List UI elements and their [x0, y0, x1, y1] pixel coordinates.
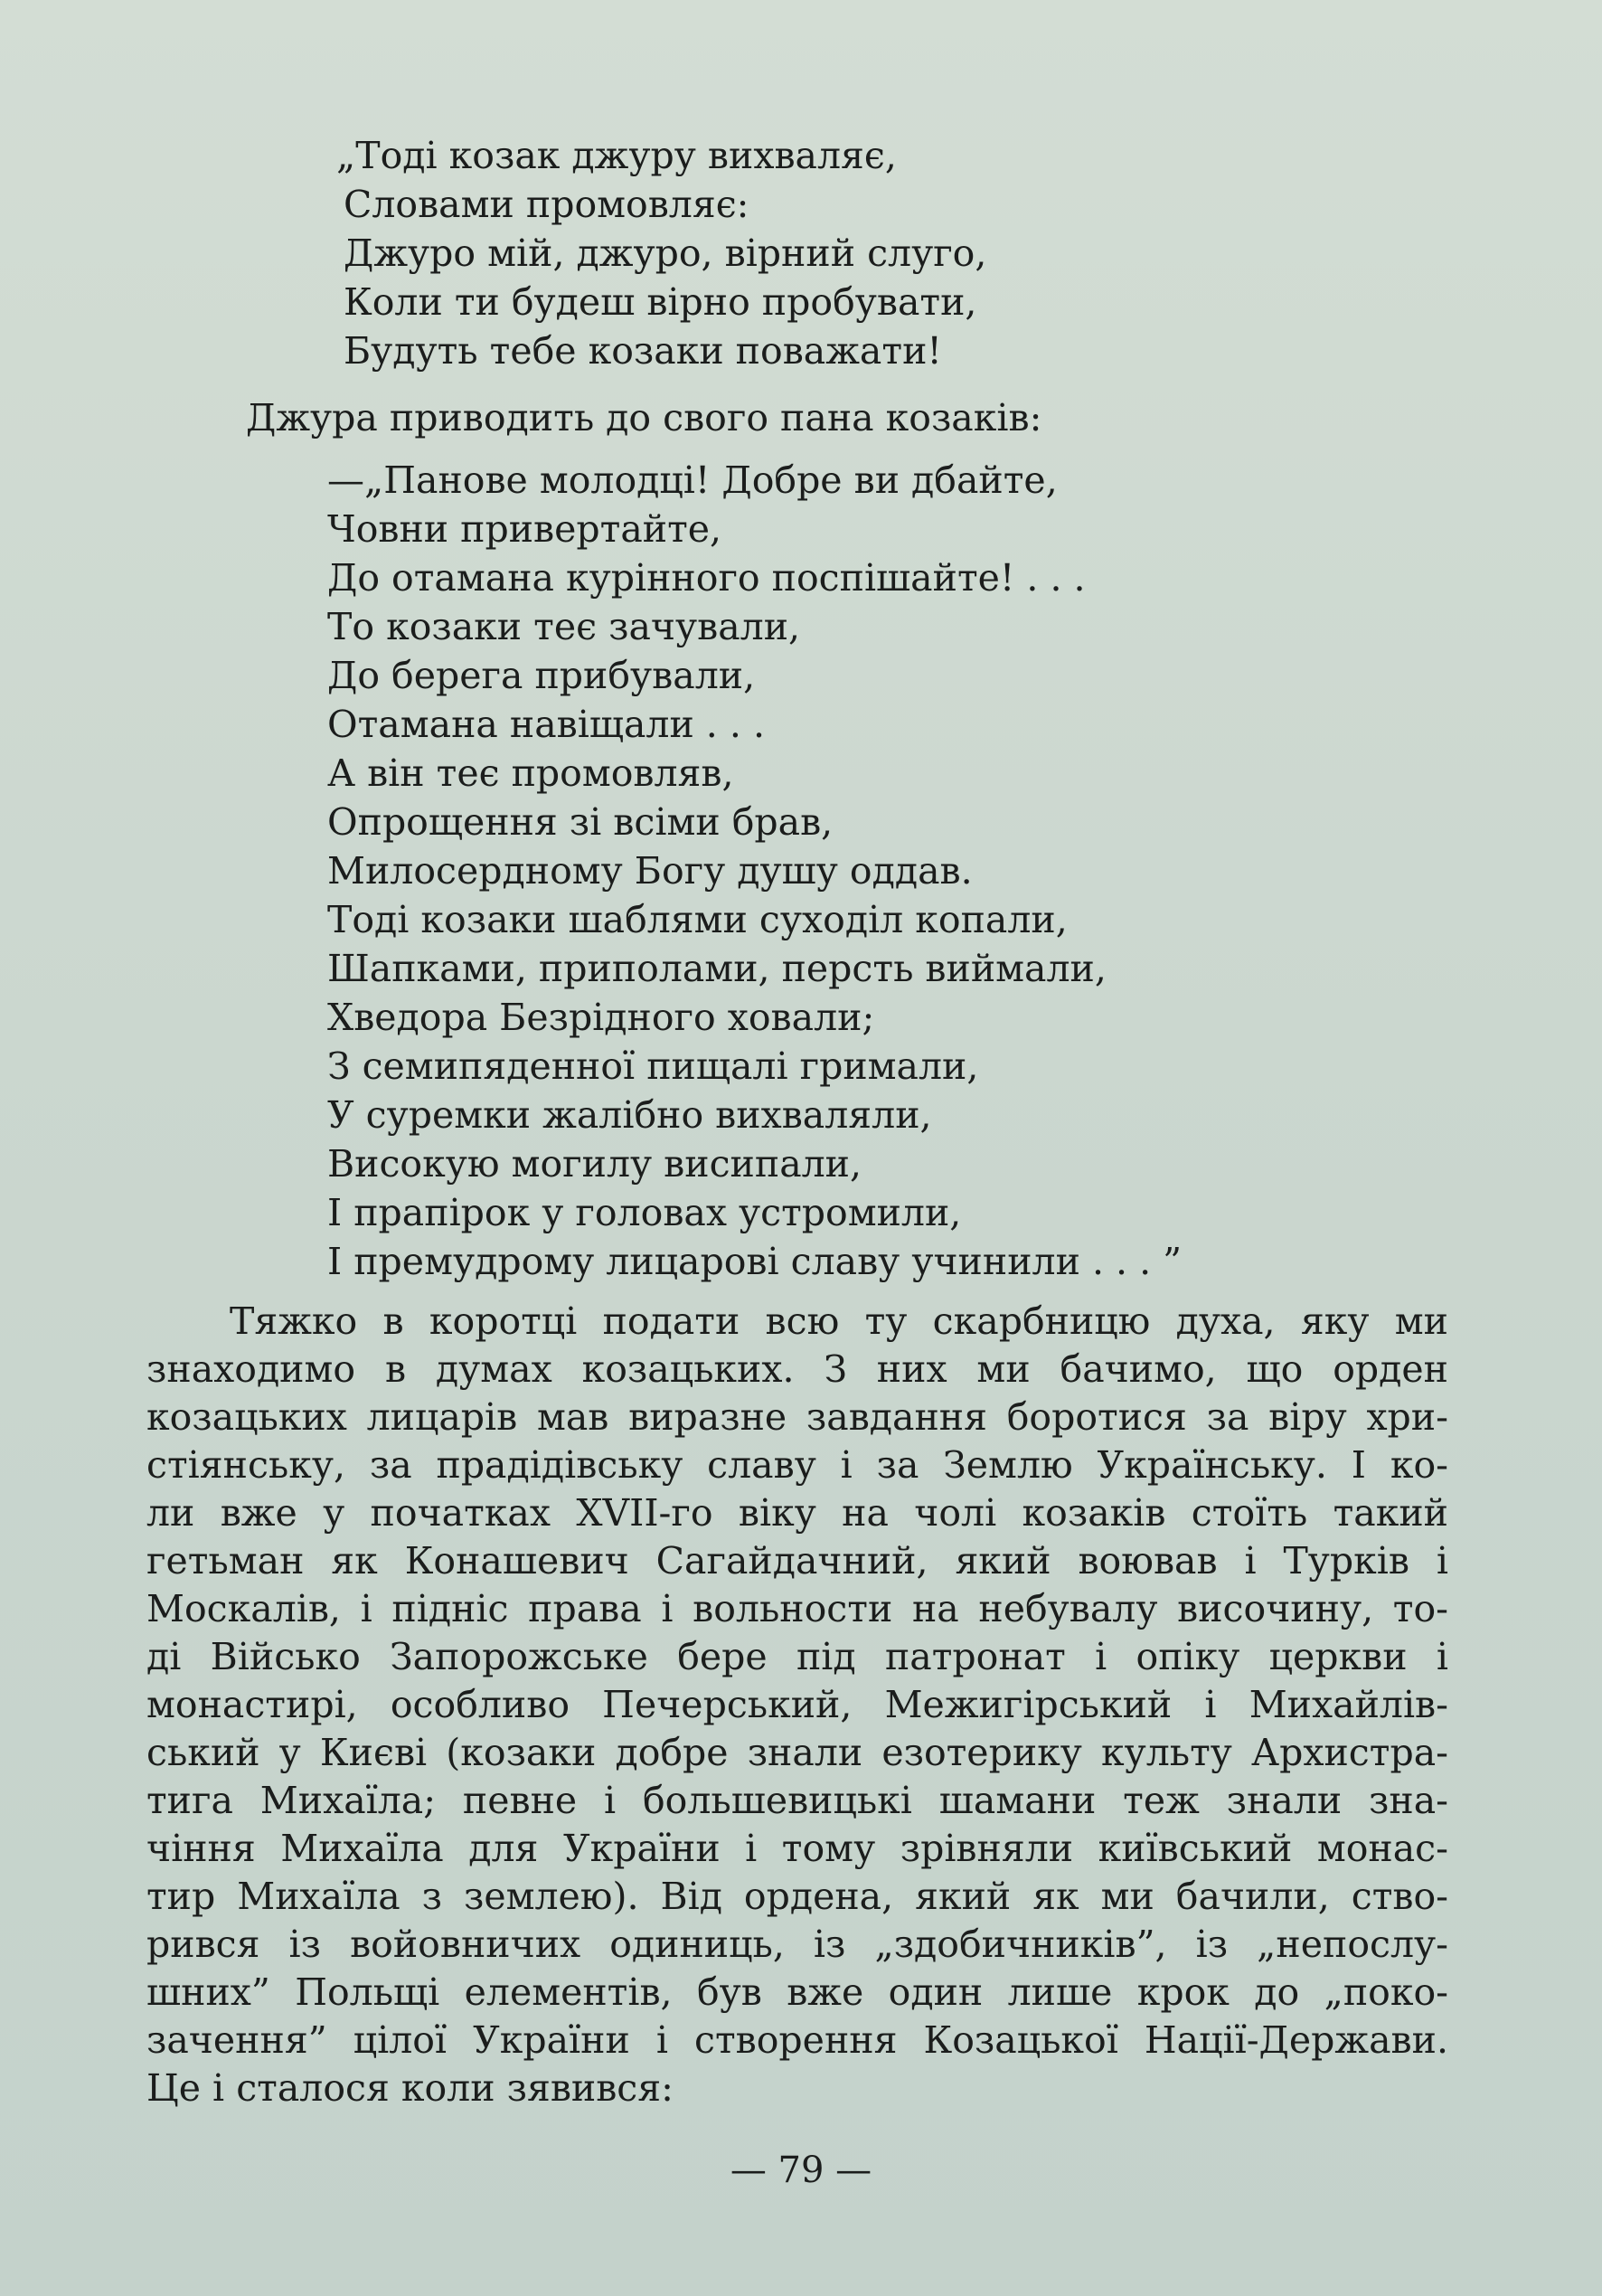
prose-line: ський у Києві (козаки добре знали езотерику культу Архистра- [146, 1731, 1448, 1774]
verse-line: —„Панове молодці! Добре ви дбайте, [327, 458, 1058, 502]
verse-line: З семипяденної пищалі гримали, [327, 1044, 979, 1088]
verse-line: Коли ти будеш вірно пробувати, [344, 280, 977, 324]
prose-line: шних” Польщі елементів, був вже один лише крок до „поко- [146, 1970, 1448, 2014]
verse-line: У суремки жалібно вихваляли, [327, 1093, 932, 1137]
verse-line: „Тоді козак джуру вихваляє, [336, 134, 897, 177]
prose-line: ді Військо Запорожське бере під патронат і опіку церкви і [146, 1635, 1448, 1678]
prose-line: Тяжко в коротці подати всю ту скарбницю духа, яку ми [230, 1299, 1448, 1343]
verse-line: Шапками, приполами, персть виймали, [327, 947, 1107, 990]
prose-line: ли вже у початках XVII-го віку на чолі козаків стоїть такий [146, 1491, 1448, 1535]
verse-line: І прапірок у головах устромили, [327, 1191, 962, 1234]
verse-line: То козаки теє зачували, [327, 605, 801, 648]
verse-line: Опрощення зі всіми брав, [327, 800, 834, 844]
prose-line: рився із войовничих одиниць, із „здобичників”, із „непослу- [146, 1923, 1448, 1966]
verse-line: Високую могилу висипали, [327, 1142, 862, 1186]
verse-line: А він теє промовляв, [327, 751, 734, 795]
verse-line: Словами промовляє: [344, 183, 749, 226]
verse-line: До берега прибували, [327, 654, 756, 697]
prose-line: стіянську, за прадідівську славу і за Землю Українську. І ко- [146, 1443, 1448, 1487]
prose-line: тига Михаїла; певне і большевицькі шамани теж знали зна- [146, 1779, 1448, 1822]
prose-line: Москалів, і підніс права і вольности на небувалу височину, то- [146, 1587, 1448, 1630]
page-number: — 79 — [730, 2150, 872, 2191]
verse-line: Хведора Безрідного ховали; [327, 996, 875, 1039]
verse-stanza-2 [327, 456, 1182, 1286]
verse-line: Милосердному Богу душу оддав. [327, 849, 973, 893]
verse-line: Джуро мій, джуро, вірний слуго, [344, 231, 987, 275]
verse-line: Будуть тебе козаки поважати! [344, 329, 942, 373]
prose-line: зачення” цілої України і створення Козацької Нації-Держави. [146, 2018, 1448, 2062]
verse-line: Човни привертайте, [327, 507, 722, 551]
prose-line: тир Михаїла з землею). Від ордена, який як ми бачили, ство- [146, 1875, 1448, 1918]
intro-line: Джура приводить до свого пана козаків: [246, 396, 1042, 439]
verse-stanza-1 [336, 131, 986, 375]
prose-line: чіння Михаїла для України і тому зрівняли київський монас- [146, 1827, 1448, 1870]
verse-line: До отамана курінного поспішайте! . . . [327, 556, 1086, 600]
verse-line: І премудрому лицарові славу учинили . . . ” [327, 1240, 1183, 1283]
prose-line: козацьких лицарів мав виразне завдання боротися за віру хри- [146, 1395, 1448, 1439]
prose-line: знаходимо в думах козацьких. З них ми бачимо, що орден [146, 1347, 1448, 1391]
verse-line: Тоді козаки шаблями суходіл копали, [327, 898, 1068, 941]
prose-line: гетьман як Конашевич Сагайдачний, який воював і Турків і [146, 1539, 1448, 1583]
prose-paragraph [146, 1298, 1448, 2112]
prose-line: Це і сталося коли зявився: [146, 2066, 674, 2110]
prose-line: монастирі, особливо Печерський, Межигірський і Михайлів- [146, 1683, 1448, 1726]
verse-line: Отамана навіщали . . . [327, 703, 765, 746]
